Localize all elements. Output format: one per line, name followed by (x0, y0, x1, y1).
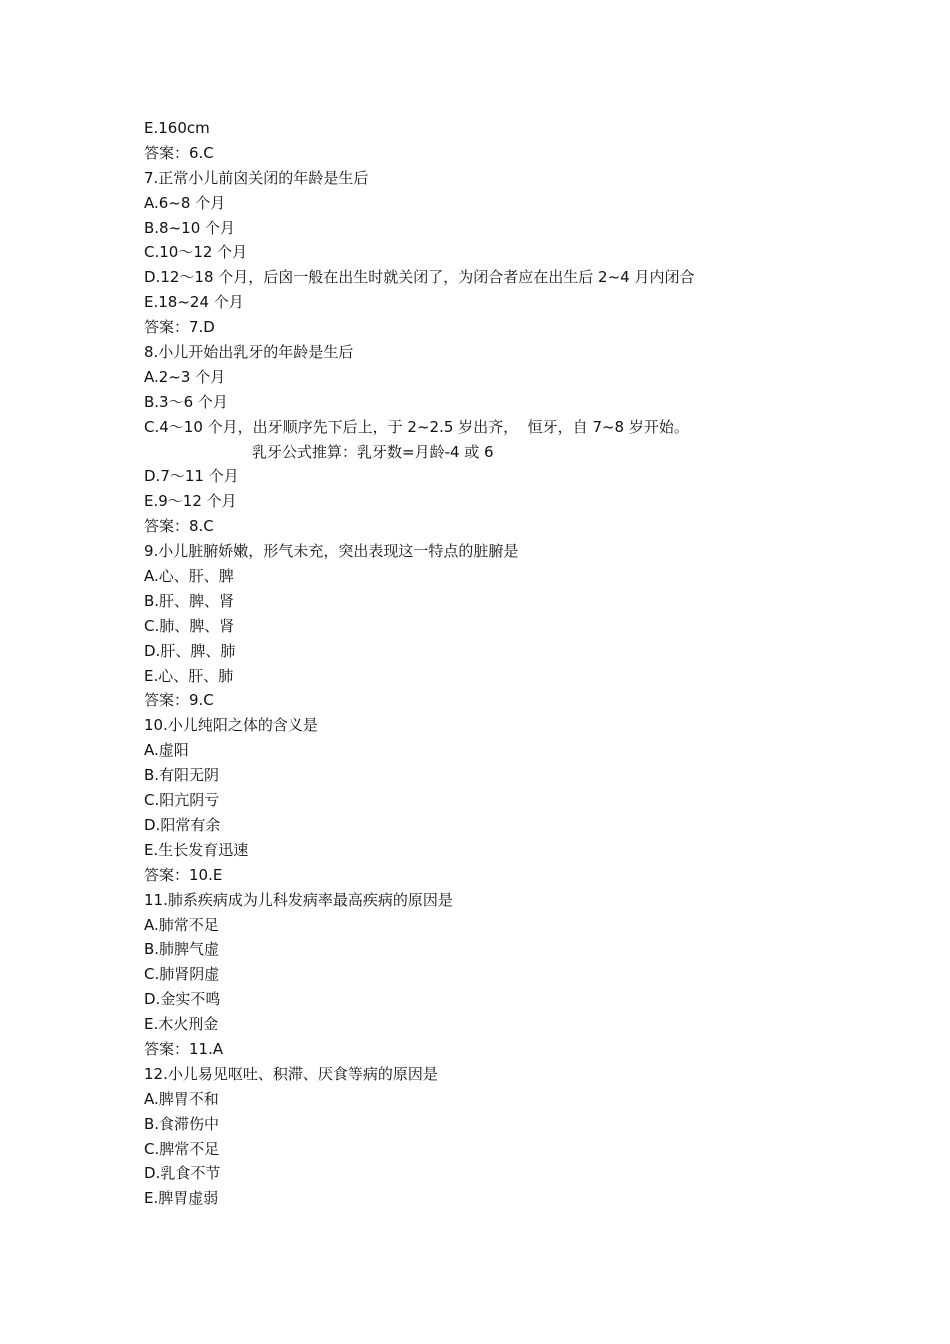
question-text: 9.小儿脏腑娇嫩，形气未充，突出表现这一特点的脏腑是 (144, 542, 519, 561)
option-text: D.肝、脾、肺 (144, 641, 236, 660)
option-text: B.肺脾气虚 (144, 940, 220, 959)
option-text: D.金实不鸣 (144, 990, 221, 1009)
option-text: A.6~8 个月 (144, 193, 226, 212)
option-text: B.3～6 个月 (144, 392, 228, 411)
option-text: E.脾胃虚弱 (144, 1189, 219, 1208)
option-text: E.木火刑金 (144, 1015, 219, 1034)
option-text: B.8~10 个月 (144, 218, 236, 237)
option-text: A.虚阳 (144, 741, 189, 760)
option-text: E.心、肝、肺 (144, 666, 234, 685)
option-text: D.乳食不节 (144, 1164, 221, 1183)
option-text: E.9～12 个月 (144, 492, 237, 511)
option-text: C.肺肾阴虚 (144, 965, 220, 984)
note-text: 乳牙公式推算：乳牙数=月龄-4 或 6 (252, 442, 494, 461)
answer-text: 答案：6.C (144, 143, 214, 162)
option-text: D.阳常有余 (144, 815, 221, 834)
answer-text: 答案：7.D (144, 318, 215, 337)
answer-text: 答案：10.E (144, 865, 223, 884)
question-text: 7.正常小儿前囟关闭的年龄是生后 (144, 168, 369, 187)
option-text: E.生长发育迅速 (144, 840, 249, 859)
option-text: B.有阳无阴 (144, 766, 220, 785)
document-body (144, 116, 844, 1211)
option-text: A.脾胃不和 (144, 1089, 219, 1108)
option-text: A.肺常不足 (144, 915, 219, 934)
option-text: C.10～12 个月 (144, 243, 248, 262)
option-text: E.160cm (144, 119, 210, 137)
answer-text: 答案：11.A (144, 1039, 224, 1058)
question-text: 10.小儿纯阳之体的含义是 (144, 716, 318, 735)
option-text: E.18~24 个月 (144, 293, 244, 312)
option-text: D.7～11 个月 (144, 467, 239, 486)
option-text: C.脾常不足 (144, 1139, 220, 1158)
option-text: A.2~3 个月 (144, 367, 226, 386)
question-text: 8.小儿开始出乳牙的年龄是生后 (144, 343, 354, 362)
option-text: C.阳亢阴亏 (144, 791, 220, 810)
question-text: 11.肺系疾病成为儿科发病率最高疾病的原因是 (144, 890, 453, 909)
question-text: 12.小儿易见呕吐、积滞、厌食等病的原因是 (144, 1064, 438, 1083)
option-text: B.食滞伤中 (144, 1114, 220, 1133)
option-text: A.心、肝、脾 (144, 567, 234, 586)
option-text: C.4～10 个月，出牙顺序先下后上，于 2~2.5 岁出齐， 恒牙，自 7~8 岁开始。 (144, 417, 689, 436)
answer-text: 答案：9.C (144, 691, 214, 710)
option-text: D.12～18 个月，后囟一般在出生时就关闭了，为闭合者应在出生后 2~4 月内闭合 (144, 268, 695, 287)
option-text: C.肺、脾、肾 (144, 616, 235, 635)
answer-text: 答案：8.C (144, 517, 214, 536)
option-text: B.肝、脾、肾 (144, 591, 235, 610)
